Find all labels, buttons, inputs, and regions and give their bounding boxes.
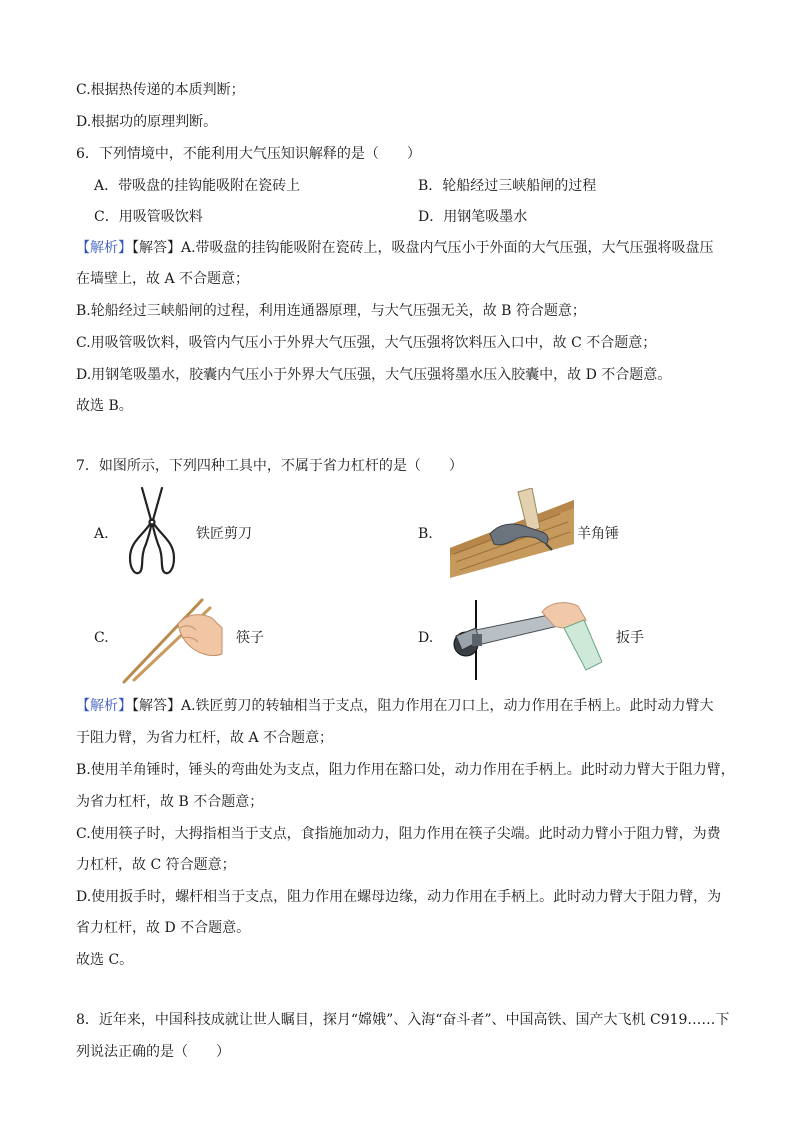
claw-hammer-image (450, 488, 574, 578)
analysis-tag: 【解析】 (76, 698, 132, 714)
question-8-stem-line-2: 列说法正确的是（ ） (76, 1044, 230, 1060)
question-6-analysis-line-3: B.轮船经过三峡船闸的过程，利用连通器原理，与大气压强无关，故 B 符合题意； (76, 303, 586, 319)
question-7-option-a-letter: A. (94, 526, 109, 542)
question-6-analysis-line-5: D.用钢笔吸墨水，胶囊内气压小于外界大气压强，大气压强将墨水压入胶囊中，故 D 不合题意。 (76, 367, 672, 383)
question-6-analysis-line-1 (76, 238, 714, 258)
question-6-stem: 6．下列情境中，不能利用大气压知识解释的是（ ） (76, 146, 421, 162)
question-6-option-b: B．轮船经过三峡船闸的过程 (418, 178, 597, 194)
question-6-option-c: C．用吸管吸饮料 (94, 209, 203, 225)
question-7-analysis-line-4: 为省力杠杆，故 B 不合题意； (76, 794, 264, 810)
option-c-previous: C.根据热传递的本质判断； (76, 82, 245, 98)
question-7-analysis-line-8: 省力杠杆，故 D 不合题意。 (76, 920, 251, 936)
question-7-analysis-line-5: C.使用筷子时，大拇指相当于支点，食指施加动力，阻力作用在筷子尖端。此时动力臂小于阻力臂，为费 (76, 826, 721, 842)
analysis-tag: 【解析】 (76, 240, 132, 256)
question-7-option-c-letter: C. (94, 630, 109, 646)
question-8-stem-line-1: 8．近年来，中国科技成就让世人瞩目，探月“嫦娥”、入海“奋斗者”、中国高铁、国产大飞机 C919……下 (76, 1012, 730, 1028)
question-7-analysis-line-3: B.使用羊角锤时，锤头的弯曲处为支点，阻力作用在豁口处，动力作用在手柄上。此时动力臂大于阻力臂， (76, 762, 735, 778)
question-7-option-c-label: 筷子 (236, 630, 264, 646)
question-7-analysis-line-7: D.使用扳手时，螺杆相当于支点，阻力作用在螺母边缘，动力作用在手柄上。此时动力臂大于阻力臂，为 (76, 889, 722, 905)
option-d-previous: D.根据功的原理判断。 (76, 114, 218, 130)
chopsticks-image (120, 594, 224, 684)
question-6-analysis-line-2: 在墙壁上，故 A 不合题意； (76, 271, 250, 287)
question-7-analysis-line-1 (76, 696, 714, 716)
shears-image (120, 484, 184, 580)
question-7-analysis-line-2: 于阻力臂，为省力杠杆，故 A 不合题意； (76, 730, 334, 746)
question-7-option-a-label: 铁匠剪刀 (196, 526, 252, 542)
question-7-option-d-label: 扳手 (616, 630, 644, 646)
question-7-answer: 故选 C。 (76, 952, 134, 968)
question-7-option-b-letter: B. (418, 526, 433, 542)
question-7-stem: 7．如图所示，下列四种工具中，不属于省力杠杆的是（ ） (76, 458, 463, 474)
question-7-option-d-letter: D. (418, 630, 434, 646)
wrench-image (446, 600, 602, 680)
analysis-text: 【解答】A.带吸盘的挂钩能吸附在瓷砖上，吸盘内气压小于外面的大气压强，大气压强将吸盘压 (132, 240, 714, 256)
question-7-option-b-label: 羊角锤 (577, 526, 619, 542)
question-6-answer: 故选 B。 (76, 398, 133, 414)
question-6-analysis-line-4: C.用吸管吸饮料，吸管内气压小于外界大气压强，大气压强将饮料压入口中，故 C 不合题意； (76, 335, 657, 351)
question-7-analysis-line-6: 力杠杆，故 C 符合题意； (76, 857, 236, 873)
question-6-option-d: D．用钢笔吸墨水 (418, 209, 528, 225)
question-6-option-a: A．带吸盘的挂钩能吸附在瓷砖上 (94, 178, 301, 194)
analysis-text: 【解答】A.铁匠剪刀的转轴相当于支点，阻力作用在刀口上，动力作用在手柄上。此时动力臂大 (132, 698, 714, 714)
